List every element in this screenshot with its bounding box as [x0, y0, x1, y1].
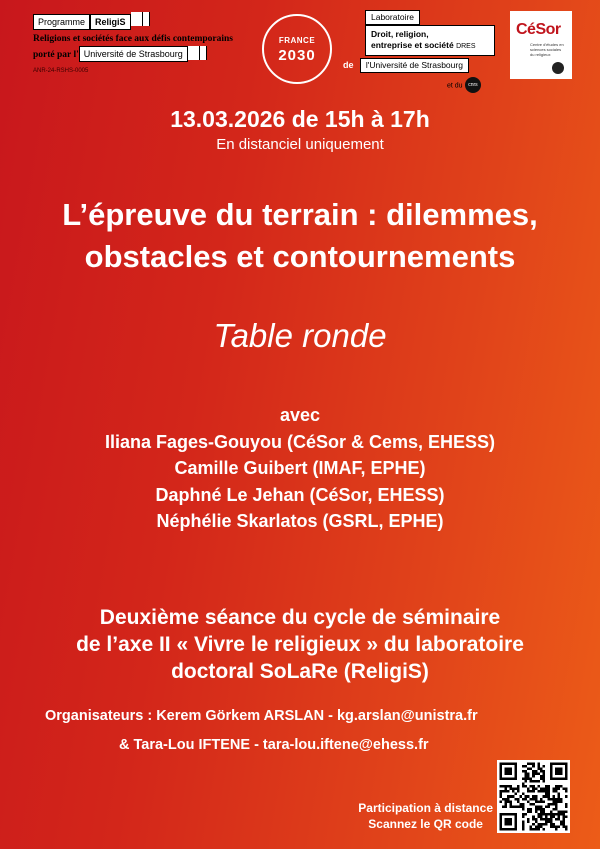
- programme-label: Programme: [33, 14, 90, 30]
- guest-item: Camille Guibert (IMAF, EPHE): [174, 458, 426, 478]
- organisers-line-2: & Tara-Lou IFTENE - tara-lou.iftene@ehess.fr: [119, 737, 429, 753]
- logo-ticks-2: [188, 46, 207, 60]
- anr-code: ANR-24-RSHS-0005: [33, 68, 89, 74]
- guest-item: Iliana Fages-Gouyou (CéSor & Cems, EHESS): [104, 431, 496, 452]
- dres-line-2: entreprise et société: [371, 40, 454, 50]
- title-line-1: L’épreuve du terrain : dilemmes,: [62, 197, 538, 232]
- dres-laboratoire: Laboratoire: [365, 10, 420, 25]
- dres-body: [365, 25, 495, 56]
- event-title: [0, 194, 600, 278]
- organisers-line-1: Organisateurs : Kerem Görkem ARSLAN - kg.arslan@unistra.fr: [45, 708, 478, 724]
- title-line-2: obstacles et contournements: [84, 239, 516, 274]
- qr-caption-line-2: Scannez le QR code: [368, 817, 483, 831]
- dres-de: de: [343, 60, 354, 70]
- event-date: 13.03.2026 de 15h à 17h: [170, 106, 430, 132]
- cycle-line-3: doctoral SoLaRe (ReligiS): [171, 660, 429, 683]
- dres-line-1: Droit, religion,: [371, 29, 429, 39]
- france-2030-logo: [262, 14, 332, 84]
- porte-par-label: porté par l': [33, 50, 79, 60]
- qr-caption-line-1: Participation à distance: [358, 801, 493, 815]
- cycle-line-1: Deuxième séance du cycle de séminaire: [99, 606, 501, 629]
- cycle-description: [0, 604, 600, 685]
- religis-logo: [33, 12, 253, 74]
- qr-code[interactable]: [497, 760, 570, 833]
- cesor-name: CéSor: [516, 21, 561, 38]
- cnrs-logo: cnrs: [465, 77, 481, 93]
- dres-logo: [343, 10, 513, 93]
- religis-university: Université de Strasbourg: [79, 46, 188, 62]
- dres-et-du: et du: [447, 82, 463, 90]
- qr-caption: [358, 800, 493, 832]
- qr-code-graphic: [497, 760, 570, 833]
- guests-list: [0, 402, 600, 535]
- cesor-cnrs-logo: [552, 62, 564, 74]
- guest-item: Daphné Le Jehan (CéSor, EHESS): [155, 484, 445, 505]
- event-mode: En distanciel uniquement: [216, 136, 384, 153]
- avec-label: avec: [279, 405, 321, 425]
- dres-acronym: DRES: [456, 43, 476, 50]
- cesor-logo: [510, 11, 572, 79]
- religis-name: ReligiS: [90, 14, 131, 30]
- cycle-line-2: de l’axe II « Vivre le religieux » du laboratoire: [76, 633, 524, 656]
- logo-ticks: [131, 12, 150, 26]
- event-subtitle: Table ronde: [213, 317, 387, 354]
- dres-university: l'Université de Strasbourg: [360, 58, 469, 73]
- religis-tagline: Religions et sociétés face aux défis contemporains: [33, 34, 233, 44]
- france-2030-year: 2030: [278, 47, 316, 64]
- france-2030-top: FRANCE: [278, 36, 316, 45]
- guest-item: Néphélie Skarlatos (GSRL, EPHE): [156, 511, 444, 531]
- cesor-description: Centre d'études en sciences sociales du religieux: [530, 42, 564, 57]
